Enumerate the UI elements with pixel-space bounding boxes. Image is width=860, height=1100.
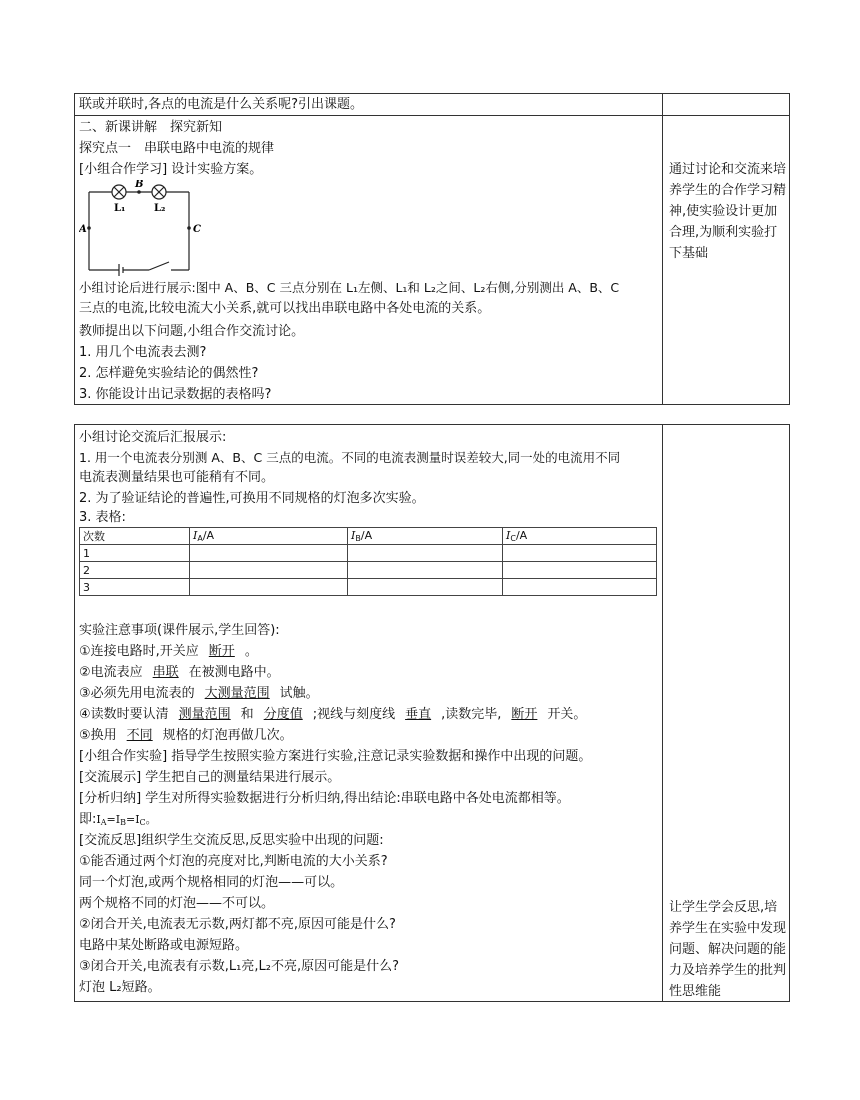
table-cell: 2 [80, 562, 190, 579]
circuit-diagram [79, 180, 207, 278]
report-line-2: 电流表测量结果也可能稍有不同。 [79, 470, 275, 485]
table-header: $I_B/A$ [348, 528, 503, 545]
point-b-label: B [135, 180, 144, 190]
table-header: $I_A/A$ [190, 528, 348, 545]
table-row [80, 545, 657, 562]
group-experiment: [小组合作实验] 指导学生按照实验方案进行实验,注意记录实验数据和操作中出现的问题。 [79, 749, 592, 764]
reflection-a2: 电路中某处断路或电源短路。 [79, 938, 249, 953]
note-1: ①连接电路时,开关应 断开 。 [79, 644, 258, 659]
row-divider [75, 115, 789, 116]
notes-title: 实验注意事项(课件展示,学生回答): [79, 623, 280, 638]
column-divider [662, 94, 663, 404]
side-note-2: 让学生学会反思,培养学生在实验中发现问题、解决问题的能力及培养学生的批判性思维能 [669, 900, 787, 999]
report-line-4: 3. 表格: [79, 510, 126, 525]
reflection-intro: [交流反思]组织学生交流反思,反思实验中出现的问题: [79, 833, 384, 848]
teacher-question-intro: 教师提出以下问题,小组合作交流讨论。 [79, 324, 305, 339]
reflection-q2: ②闭合开关,电流表无示数,两灯都不亮,原因可能是什么? [79, 917, 396, 932]
column-divider [662, 425, 663, 1001]
lesson-table-1 [74, 93, 790, 405]
table-cell: 3 [80, 579, 190, 596]
lesson-table-2 [74, 424, 790, 1002]
point-c-label: C [193, 224, 201, 235]
table-header: $I_C/A$ [503, 528, 657, 545]
reflection-q3: ③闭合开关,电流表有示数,L₁亮,L₂不亮,原因可能是什么? [79, 959, 399, 974]
question-3: 3. 你能设计出记录数据的表格吗? [79, 387, 272, 402]
report-title: 小组讨论交流后汇报展示: [79, 430, 227, 445]
note-3: ③必须先用电流表的 大测量范围 试触。 [79, 686, 319, 701]
note-4: ④读数时要认清 测量范围 和 分度值 ;视线与刻度线 垂直 ,读数完毕, 断开 开关。 [79, 707, 587, 722]
discussion-line-2: 三点的电流,比较电流大小关系,就可以找出串联电路中各处电流的关系。 [79, 301, 491, 316]
reflection-q1: ①能否通过两个灯泡的亮度对比,判断电流的大小关系? [79, 854, 388, 869]
reflection-a3: 灯泡 L₂短路。 [79, 980, 161, 995]
question-2: 2. 怎样避免实验结论的偶然性? [79, 366, 259, 381]
reflection-a1a: 同一个灯泡,或两个规格相同的灯泡——可以。 [79, 875, 344, 890]
table-row [80, 579, 657, 596]
side-note-1: 通过讨论和交流来培养学生的合作学习精神,使实验设计更加合理,为顺利实验打下基础 [669, 162, 787, 261]
subsection-heading: 探究点一 串联电路中电流的规律 [79, 141, 275, 156]
intro-line: 联或并联时,各点的电流是什么关系呢?引出课题。 [79, 97, 364, 112]
question-1: 1. 用几个电流表去测? [79, 345, 207, 360]
point-a-label: A [79, 224, 87, 235]
section-heading: 二、新课讲解 探究新知 [79, 120, 223, 135]
record-table [79, 527, 657, 596]
discussion-line-1: 小组讨论后进行展示:图中 A、B、C 三点分别在 L₁左侧、L₁和 L₂之间、L₂右侧,分别测出 A、B、C [79, 280, 620, 295]
table-header-row [80, 528, 657, 545]
reflection-a1b: 两个规格不同的灯泡——不可以。 [79, 896, 275, 911]
group-study-line: [小组合作学习] 设计实验方案。 [79, 162, 263, 177]
report-line-1: 1. 用一个电流表分别测 A、B、C 三点的电流。不同的电流表测量时误差较大,同一处的电流用不同 [79, 450, 621, 465]
analysis-summary: [分析归纳] 学生对所得实验数据进行分析归纳,得出结论:串联电路中各处电流都相等。 [79, 791, 570, 806]
table-cell: 1 [80, 545, 190, 562]
exchange-show: [交流展示] 学生把自己的测量结果进行展示。 [79, 770, 341, 785]
note-5: ⑤换用 不同 规格的灯泡再做几次。 [79, 728, 293, 743]
table-header: 次数 [80, 528, 190, 545]
table-row [80, 562, 657, 579]
formula-line: 即$:I_A=I_B=I_C$。 [79, 812, 157, 827]
lamp-l2-label: L₂ [154, 203, 166, 214]
lamp-l1-label: L₁ [114, 203, 126, 214]
report-line-3: 2. 为了验证结论的普遍性,可换用不同规格的灯泡多次实验。 [79, 491, 425, 506]
note-2: ②电流表应 串联 在被测电路中。 [79, 665, 280, 680]
